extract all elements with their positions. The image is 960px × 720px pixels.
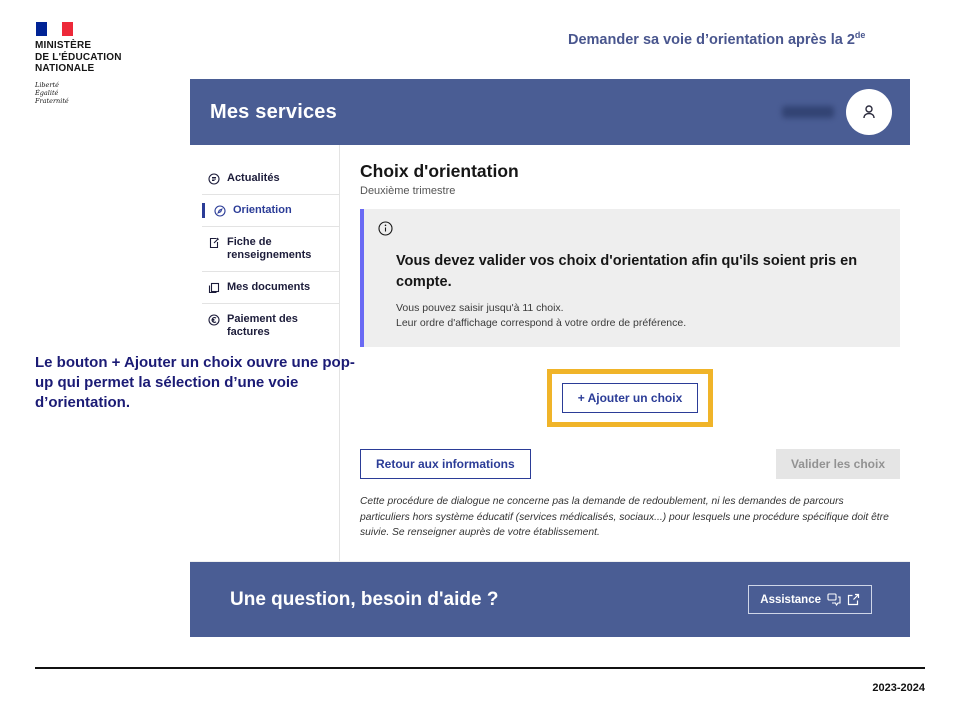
annotation-note: Le bouton + Ajouter un choix ouvre une pop-up qui permet la sélection d’une voie d’orientation. xyxy=(35,354,355,411)
ministry-name: MINISTÈRE DE L'ÉDUCATION NATIONALE xyxy=(35,40,122,74)
footer-divider xyxy=(35,667,925,669)
user-avatar-button[interactable] xyxy=(846,89,892,135)
sidebar-item-label: Paiement des factures xyxy=(227,313,298,338)
payment-icon xyxy=(208,314,220,326)
french-flag-icon xyxy=(36,22,185,36)
content-subtitle: Deuxième trimestre xyxy=(360,185,456,197)
help-banner-question: Une question, besoin d'aide ? xyxy=(230,588,499,610)
ministry-logo xyxy=(35,22,185,105)
validate-choices-button[interactable]: Valider les choix xyxy=(776,449,900,479)
assistance-button[interactable] xyxy=(748,585,872,614)
annotation-highlight-box xyxy=(547,369,714,427)
sidebar-item-label: Fiche de renseignements xyxy=(227,236,312,261)
notice-line-1: Vous pouvez saisir jusqu'à 11 choix. xyxy=(396,302,564,314)
back-to-informations-button[interactable]: Retour aux informations xyxy=(360,449,531,479)
sidebar-item-mes-documents[interactable] xyxy=(202,272,339,304)
sidebar-item-paiement-factures[interactable] xyxy=(202,304,339,348)
add-choice-button[interactable]: + Ajouter un choix xyxy=(562,383,699,413)
notice-line-2: Leur ordre d'affichage correspond à votre ordre de préférence. xyxy=(396,317,687,329)
notice-heading: Vous devez valider vos choix d'orientation afin qu'ils soient pris en compte. xyxy=(396,253,858,290)
procedure-disclaimer: Cette procédure de dialogue ne concerne pas la demande de redoublement, ni les demandes de parcours particuliers hors système éducatif (services médicalisés, sociaux...) pour lesquels une procédure spécifique doit être suivie. Se renseigner auprès de votre établissement. xyxy=(360,496,889,538)
content-title: Choix d'orientation xyxy=(360,161,519,181)
news-icon xyxy=(208,173,220,185)
app-header xyxy=(190,79,910,145)
person-icon xyxy=(859,102,879,122)
mes-services-app xyxy=(190,79,910,562)
info-icon xyxy=(378,221,393,236)
sidebar-item-orientation[interactable] xyxy=(202,195,339,227)
sidebar-item-label: Mes documents xyxy=(227,281,311,293)
sidebar-item-label: Actualités xyxy=(227,172,280,184)
sidebar-item-actualites[interactable] xyxy=(202,163,339,195)
assistance-label: Assistance xyxy=(760,593,821,606)
main-content xyxy=(340,145,910,561)
page-title: Demander sa voie d’orientation après la 2de xyxy=(568,30,866,48)
documents-icon xyxy=(208,282,220,294)
republic-motto: Liberté Égalité Fraternité xyxy=(35,80,69,105)
help-banner xyxy=(190,562,910,637)
user-name-blurred xyxy=(782,106,834,118)
school-year: 2023-2024 xyxy=(872,682,925,694)
chat-bubbles-icon xyxy=(827,593,841,606)
app-header-title: Mes services xyxy=(210,100,337,123)
sidebar-item-label: Orientation xyxy=(233,204,292,216)
form-icon xyxy=(208,237,220,249)
sidebar-item-fiche-renseignements[interactable] xyxy=(202,227,339,272)
page-title-superscript: de xyxy=(854,30,866,40)
validation-notice xyxy=(360,209,900,347)
compass-icon xyxy=(214,205,226,217)
external-link-icon xyxy=(847,593,860,606)
